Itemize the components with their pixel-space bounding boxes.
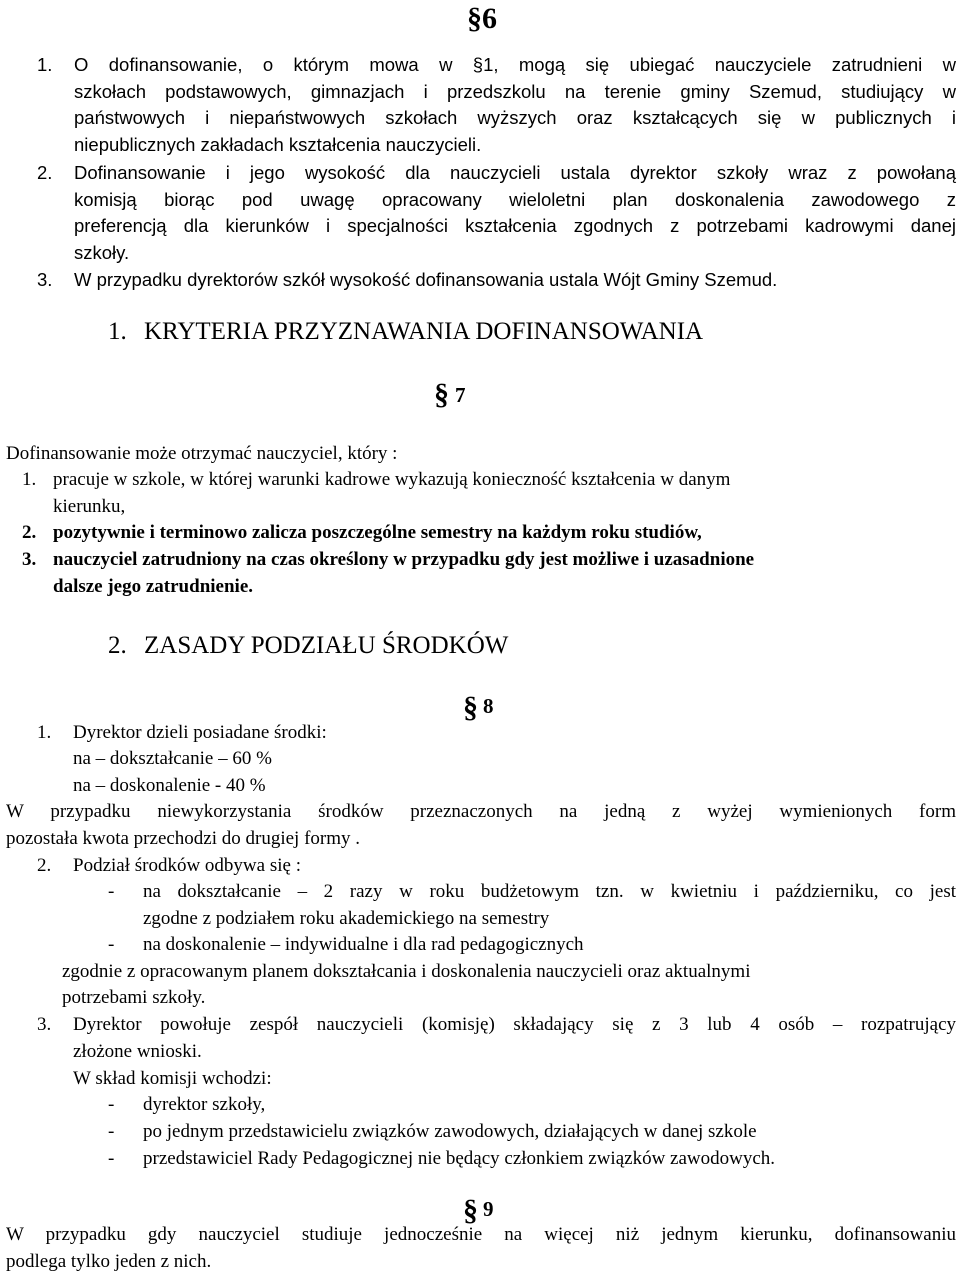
s7-item2-text: pozytywnie i terminowo zalicza poszczególne semestry na każdym roku studiów, [53, 522, 702, 543]
s6-item2-number: 2. [37, 162, 53, 183]
s8-item2-cont-line2: potrzebami szkoły. [62, 987, 206, 1008]
section-6-title: §6 [467, 2, 497, 35]
s7-item1-number: 1. [22, 469, 37, 490]
s6-item1-number: 1. [37, 54, 53, 75]
s8-para-line2: pozostała kwota przechodzi do drugiej formy . [6, 828, 361, 849]
s8-item3-line1: Dyrektor powołuje zespół nauczycieli (komisję) składający się z 3 lub 4 osób – rozpatrujący [73, 1014, 956, 1035]
s8-item1-share-a: na – dokształcanie – 60 % [73, 748, 272, 769]
s6-item1-line3: państwowych i niepaństwowych szkołach wyższych oraz kształcących się w publicznych i [74, 107, 956, 128]
s8-item2-dash2-text: na doskonalenie – indywidualne i dla rad pedagogicznych [143, 934, 584, 955]
section-7-number: 7 [455, 383, 466, 407]
s6-item3-number: 3. [37, 269, 53, 290]
s8-item1-text: Dyrektor dzieli posiadane środki: [73, 722, 327, 743]
s6-item1-line4: niepublicznych zakładach kształcenia nauczycieli. [74, 134, 482, 155]
section-7-sign: § [434, 378, 449, 411]
s7-item2-number: 2. [22, 522, 37, 543]
s8-item3-line2: złożone wnioski. [73, 1041, 202, 1062]
s8-item2-text: Podział środków odbywa się : [73, 855, 301, 876]
s9-line1: W przypadku gdy nauczyciel studiuje jednocześnie na więcej niż jednym kierunku, dofinansowaniu [6, 1224, 956, 1245]
s8-member3-text: przedstawiciel Rady Pedagogicznej nie będący członkiem związków zawodowych. [143, 1148, 776, 1169]
s8-para-line1: W przypadku niewykorzystania środków przeznaczonych na jedną z wyżej wymienionych form [6, 801, 956, 822]
s6-item1-line2: szkołach podstawowych, gimnazjach i przedszkolu na terenie gminy Szemud, studiujący w [74, 81, 956, 102]
s7-item1-line1: pracuje w szkole, w której warunki kadrowe wykazują konieczność kształcenia w danym [53, 469, 731, 490]
s6-item2-line1: Dofinansowanie i jego wysokość dla nauczycieli ustala dyrektor szkoły wraz z powołaną [74, 162, 956, 183]
section-8-number: 8 [483, 694, 494, 718]
s8-item1-number: 1. [37, 722, 52, 743]
s6-item2-line4: szkoły. [74, 242, 130, 263]
section-9-number: 9 [483, 1197, 494, 1221]
s8-member3-dash: - [108, 1148, 115, 1169]
s9-line2: podlega tylko jeden z nich. [6, 1251, 212, 1272]
s7-item3-line1: nauczyciel zatrudniony na czas określony w przypadku gdy jest możliwe i uzasadnione [53, 549, 755, 570]
s8-item2-dash2: - [108, 934, 115, 955]
s8-member2-dash: - [108, 1121, 115, 1142]
s8-item2-dash1: - [108, 881, 115, 902]
s8-member2-text: po jednym przedstawicielu związków zawodowych, działających w danej szkole [143, 1121, 757, 1142]
s8-item3-number: 3. [37, 1014, 52, 1035]
s6-item2-line2: komisją biorąc pod uwagę opracowany wieloletni plan doskonalenia zawodowego z [74, 189, 956, 210]
s8-item2-number: 2. [37, 855, 52, 876]
s7-item3-line2: dalsze jego zatrudnienie. [53, 576, 254, 597]
section-9-sign: § [463, 1194, 478, 1227]
s8-commission-intro: W skład komisji wchodzi: [73, 1068, 272, 1089]
section-8-sign: § [463, 691, 478, 724]
heading-2-text: ZASADY PODZIAŁU ŚRODKÓW [144, 632, 509, 659]
s8-item2-dash1-line1: na dokształcanie – 2 razy w roku budżetowym tzn. w kwietniu i październiku, co jest [143, 881, 956, 902]
s8-member1-text: dyrektor szkoły, [143, 1094, 266, 1115]
s8-item2-dash1-line2: zgodne z podziałem roku akademickiego na semestry [143, 908, 550, 929]
s7-item1-line2: kierunku, [53, 496, 126, 517]
s7-intro: Dofinansowanie może otrzymać nauczyciel, który : [6, 443, 398, 464]
s6-item2-line3: preferencją dla kierunków i specjalności kształcenia zgodnych z potrzebami kadrowymi danej [74, 215, 956, 236]
heading-1-number: 1. [108, 318, 127, 345]
s8-item1-share-b: na – doskonalenie - 40 % [73, 775, 266, 796]
s6-item3-text: W przypadku dyrektorów szkół wysokość dofinansowania ustala Wójt Gminy Szemud. [74, 269, 778, 290]
s6-item1-line1: O dofinansowanie, o którym mowa w §1, mogą się ubiegać nauczyciele zatrudnieni w [74, 54, 956, 75]
s7-item3-number: 3. [22, 549, 37, 570]
heading-1-text: KRYTERIA PRZYZNAWANIA DOFINANSOWANIA [144, 318, 704, 345]
heading-2-number: 2. [108, 632, 127, 659]
s8-member1-dash: - [108, 1094, 115, 1115]
s8-item2-cont-line1: zgodnie z opracowanym planem dokształcania i doskonalenia nauczycieli oraz aktualnymi [62, 961, 751, 982]
